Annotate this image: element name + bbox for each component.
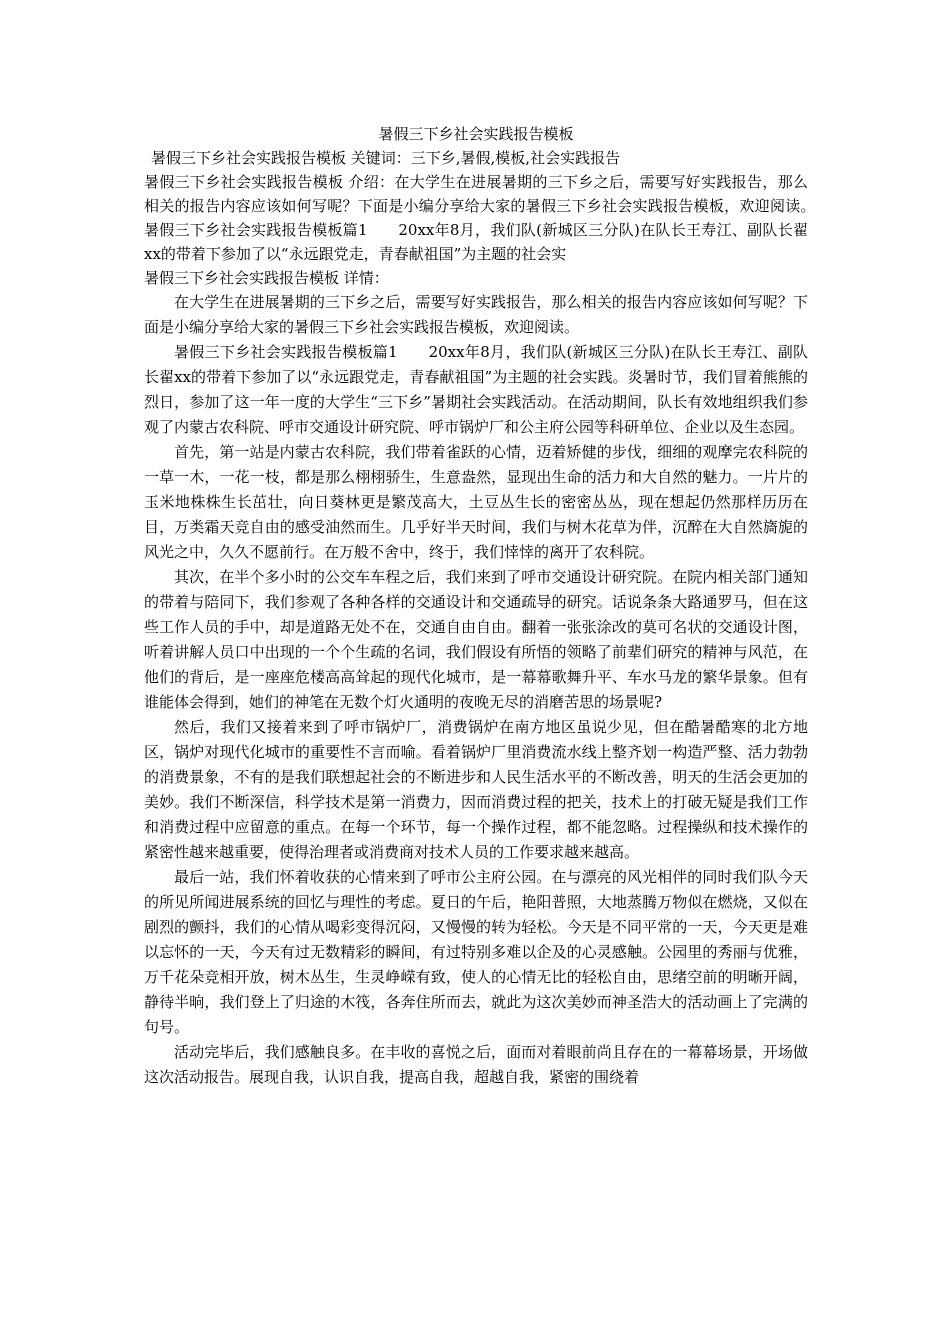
body-paragraph-2: 暑假三下乡社会实践报告模板篇1 20xx年8月，我们队(新城区三分队)在队长王寿江、副队长翟xx的带着下参加了以“永远跟党走，青春献祖国”为主题的社会实践。炎暑时节，我们冒着熊熊的烈日，参加了这一年一度的大学生“三下乡”暑期社会实践活动。在活动期间，队长有效地组织我们参观了内蒙古农科院、呼市交通设计研究院、呼市锅炉厂和公主府公园等科研单位、企业以及生态园。 xyxy=(144,343,808,436)
body-paragraph-1: 在大学生在进展暑期的三下乡之后，需要写好实践报告，那么相关的报告内容应该如何写呢？下面是小编分享给大家的暑假三下乡社会实践报告模板，欢迎阅读。 xyxy=(144,293,808,336)
intro-summary: 暑假三下乡社会实践报告模板 介绍：在大学生在进展暑期的三下乡之后，需要写好实践报告，那么相关的报告内容应该如何写呢？下面是小编分享给大家的暑假三下乡社会实践报告模板，欢迎阅读。 暑假三下乡社会实践报告模板篇1 20xx年8月，我们队(新城区三分队)在队长王寿江、副队长翟xx的带着下参加了以“永远跟党走，青春献祖国”为主题的社会实 xyxy=(144,173,839,263)
body-paragraph-4: 其次，在半个多小时的公交车车程之后，我们来到了呼市交通设计研究院。在院内相关部门通知的带着与陪同下，我们参观了各种各样的交通设计和交通疏导的研究。话说条条大路通罗马，但在这些工作人员的手中，却是道路无处不在，交通自由自由。翻着一张张涂改的莫可名状的交通设计图，听着讲解人员口中出现的一个个生疏的名词，我们假设有所悟的领略了前辈们研究的精神与风范，在他们的背后，是一座座危楼高高耸起的现代化城市，是一幕幕歌舞升平、车水马龙的繁华景象。但有谁能体会得到，她们的神笔在无数个灯火通明的夜晚无尽的消磨苦思的场景呢? xyxy=(144,568,808,711)
body-paragraph-5: 然后，我们又接着来到了呼市锅炉厂，消费锅炉在南方地区虽说少见，但在酷暑酷寒的北方地区，锅炉对现代化城市的重要性不言而喻。看着锅炉厂里消费流水线上整齐划一构造严整、活力勃勃的消费景象，不有的是我们联想起社会的不断进步和人民生活水平的不断改善，明天的生活会更加的美妙。我们不断深信，科学技术是第一消费力，因而消费过程的把关，技术上的打破无疑是我们工作和消费过程中应留意的重点。在每一个环节，每一个操作过程，都不能忽略。过程操纵和技术操作的紧密性越来越重要，使得治理者或消费商对技术人员的工作要求越来越高。 xyxy=(144,718,808,861)
document-title: 暑假三下乡社会实践报告模板 xyxy=(378,125,574,143)
body-paragraph-3: 首先，第一站是内蒙古农科院，我们带着雀跃的心情，迈着矫健的步伐，细细的观摩完农科院的一草一木，一花一枝，都是那么栩栩骄生，生意盎然，显现出生命的活力和大自然的魅力。一片片的玉米地株株生长茁壮，向日葵林更是繁茂高大，土豆丛生长的密密丛丛，现在想起仍然那样历历在目，万类霜天竞自由的感受油然而生。几乎好半天时间，我们与树木花草为伴，沉醉在大自然旖旎的风光之中，久久不愿前行。在万般不舍中，终于，我们悻悻的离开了农科院。 xyxy=(144,443,808,561)
document-page xyxy=(144,122,839,1090)
keywords-line: 暑假三下乡社会实践报告模板 关键词：三下乡,暑假,模板,社会实践报告 xyxy=(151,149,621,167)
body-paragraph-6: 最后一站，我们怀着收获的心情来到了呼市公主府公园。在与漂亮的风光相伴的同时我们队今天的所见所闻进展系统的回忆与理性的考虑。夏日的午后，艳阳普照，大地蒸腾万物似在燃烧，又似在剧烈的颤抖，我们的心情从喝彩变得沉闷，又慢慢的转为轻松。今天是不同平常的一天，今天更是难以忘怀的一天，今天有过无数精彩的瞬间，有过特别多难以企及的心灵感触。公园里的秀丽与优雅，万千花朵竞相开放，树木丛生，生灵峥嵘有致，使人的心情无比的轻松自由，思绪空前的明晰开阔，静待半晌，我们登上了归途的木筏，各奔住所而去，就此为这次美妙而神圣浩大的活动画上了完满的句号。 xyxy=(144,868,808,1036)
body-paragraph-7: 活动完毕后，我们感触良多。在丰收的喜悦之后，面而对着眼前尚且存在的一幕幕场景，开场做这次活动报告。展现自我，认识自我，提高自我，超越自我，紧密的围绕着 xyxy=(144,1043,808,1086)
details-label: 暑假三下乡社会实践报告模板 详情： xyxy=(144,269,389,287)
